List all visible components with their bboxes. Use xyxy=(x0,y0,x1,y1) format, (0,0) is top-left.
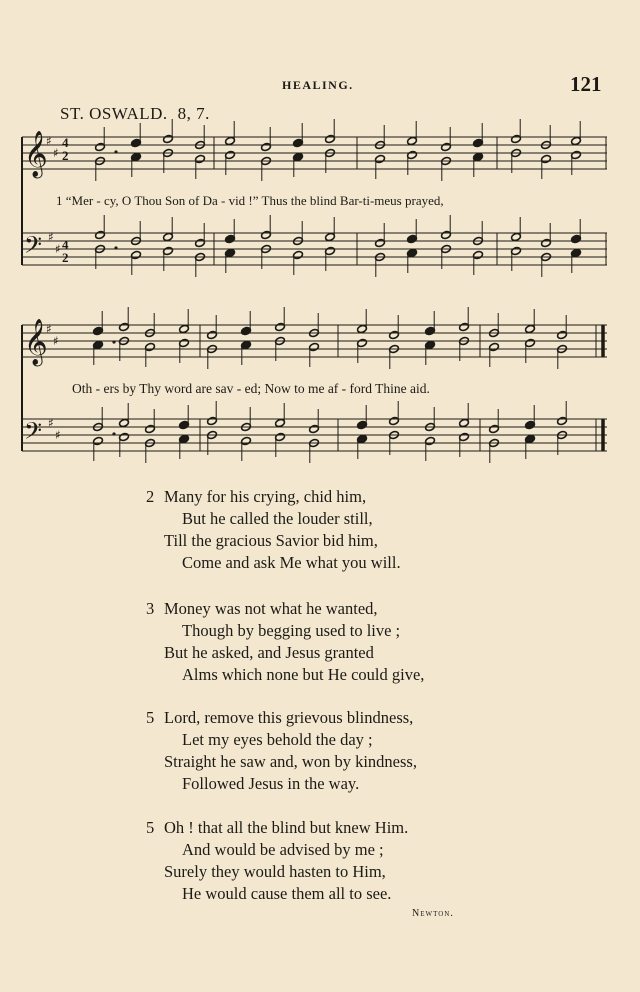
augmentation-dot xyxy=(112,432,115,435)
sharp-icon: ♯ xyxy=(48,230,54,244)
stanza-line: Let my eyes behold the day ; xyxy=(182,730,373,749)
augmentation-dot xyxy=(114,150,117,153)
stanza-number: 5 xyxy=(146,708,155,727)
treble-clef-icon: 𝄞 xyxy=(24,319,48,365)
sharp-icon: ♯ xyxy=(46,134,52,148)
stanza-line: Till the gracious Savior bid him, xyxy=(164,531,378,550)
stanza-number: 3 xyxy=(146,599,155,618)
sharp-icon: ♯ xyxy=(46,322,52,336)
stanza-line: Straight he saw and, won by kindness, xyxy=(164,752,417,771)
sharp-icon: ♯ xyxy=(48,416,54,430)
augmentation-dot xyxy=(112,340,115,343)
stanza-line: Money was not what he wanted, xyxy=(164,599,378,618)
stanza-line: He would cause them all to see. xyxy=(182,884,392,903)
tune-meter: 8, 7. xyxy=(177,104,210,123)
bass-clef-icon: 𝄢 xyxy=(24,231,43,264)
time-signature-top: 4 xyxy=(62,135,69,150)
augmentation-dot xyxy=(114,246,117,249)
sharp-icon: ♯ xyxy=(55,242,61,256)
stanza-5 xyxy=(146,817,408,905)
stanza-line: But he called the louder still, xyxy=(182,509,373,528)
sharp-icon: ♯ xyxy=(53,146,59,160)
stanza-3 xyxy=(146,598,424,686)
page-number: 121 xyxy=(570,72,602,96)
stanza-line: But he asked, and Jesus granted xyxy=(164,643,374,662)
stanza-number: 2 xyxy=(146,487,155,506)
stanza-line: Alms which none but He could give, xyxy=(182,665,425,684)
bass-clef-icon: 𝄢 xyxy=(24,417,43,450)
author-credit: Newton. xyxy=(412,908,454,919)
time-signature-bottom: 2 xyxy=(62,250,69,265)
music-notation xyxy=(0,0,640,470)
stanza-line: Though by begging used to live ; xyxy=(182,621,401,640)
stanza-line: Many for his crying, chid him, xyxy=(164,487,367,506)
stanza-4 xyxy=(146,707,417,795)
lyrics-line-1: 1 “Mer - cy, O Thou Son of Da - vid !” Thus the blind Bar-ti-meus prayed, xyxy=(56,193,444,208)
stanza-number: 5 xyxy=(146,818,155,837)
lyrics-line-2: Oth - ers by Thy word are sav - ed; Now to me af - ford Thine aid. xyxy=(72,381,430,396)
stanza-line: And would be advised by me ; xyxy=(182,840,384,859)
tune-name: ST. OSWALD. xyxy=(60,104,168,123)
stanza-line: Oh ! that all the blind but knew Him. xyxy=(164,818,409,837)
running-title: HEALING. xyxy=(282,78,354,92)
stanza-line: Surely they would hasten to Him, xyxy=(164,862,386,881)
stanza-line: Come and ask Me what you will. xyxy=(182,553,401,572)
sharp-icon: ♯ xyxy=(55,428,61,442)
time-signature-top: 4 xyxy=(62,237,69,252)
treble-clef-icon: 𝄞 xyxy=(24,131,48,177)
stanza-line: Followed Jesus in the way. xyxy=(182,774,360,793)
stanza-line: Lord, remove this grievous blindness, xyxy=(164,708,414,727)
stanza-2 xyxy=(146,486,401,574)
time-signature-bottom: 2 xyxy=(62,148,69,163)
sharp-icon: ♯ xyxy=(53,334,59,348)
